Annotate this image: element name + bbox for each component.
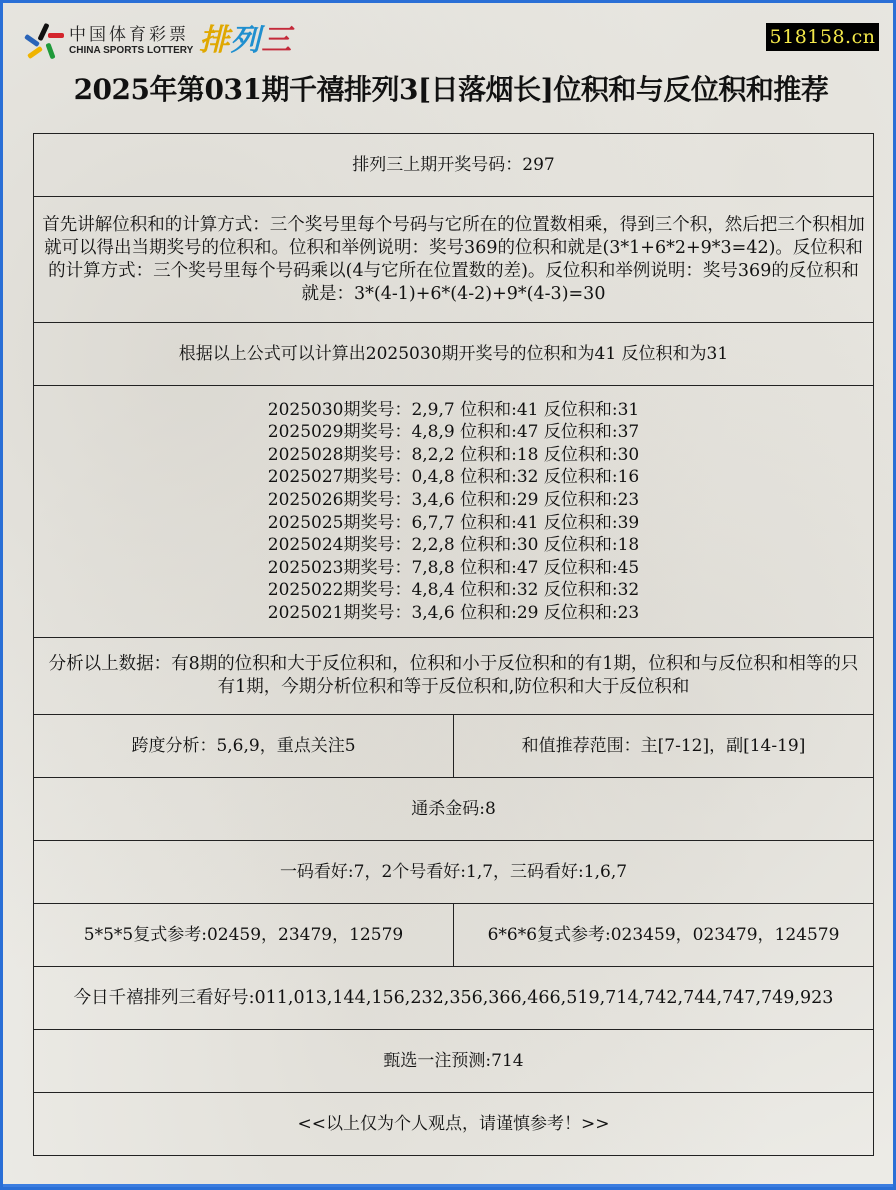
today-picks-row bbox=[34, 967, 874, 1030]
prediction-table bbox=[33, 133, 874, 1156]
history-line: 2025025期奖号：6,7,7 位积和:41 反位积和:39 bbox=[267, 512, 640, 533]
sum-range-cell: 和值推荐范围：主[7-12]，副[14-19] bbox=[454, 715, 874, 778]
calc-result-row bbox=[34, 323, 874, 386]
fushi-5-cell: 5*5*5复式参考:02459，23479，12579 bbox=[34, 904, 454, 967]
history-cell bbox=[34, 386, 874, 638]
good-codes-cell: 一码看好:7，2个号看好:1,7，三码看好:1,6,7 bbox=[34, 841, 874, 904]
calc-result-cell: 根据以上公式可以计算出2025030期开奖号的位积和为41 反位积和为31 bbox=[34, 323, 874, 386]
analysis-row bbox=[34, 638, 874, 715]
site-badge[interactable]: 518158.cn bbox=[766, 23, 879, 51]
single-pick-cell: 甄选一注预测:714 bbox=[34, 1030, 874, 1093]
history-line: 2025024期奖号：2,2,8 位积和:30 反位积和:18 bbox=[267, 535, 640, 556]
history-line: 2025022期奖号：4,8,4 位积和:32 反位积和:32 bbox=[267, 580, 640, 601]
game-name-logo: 排列三 bbox=[199, 23, 293, 58]
disclaimer-row bbox=[34, 1093, 874, 1156]
history-row bbox=[34, 386, 874, 638]
today-picks-cell: 今日千禧排列三看好号:011,013,144,156,232,356,366,466,519,714,742,744,747,749,923 bbox=[34, 967, 874, 1030]
history-line: 2025030期奖号：2,9,7 位积和:41 反位积和:31 bbox=[267, 399, 640, 420]
kill-code-cell: 通杀金码:8 bbox=[34, 778, 874, 841]
kill-code-row bbox=[34, 778, 874, 841]
fushi-6-cell: 6*6*6复式参考:023459，023479，124579 bbox=[454, 904, 874, 967]
history-line: 2025021期奖号：3,4,6 位积和:29 反位积和:23 bbox=[267, 602, 640, 623]
explanation-row bbox=[34, 197, 874, 323]
lottery-star-icon bbox=[21, 21, 65, 61]
china-sports-lottery-logo bbox=[21, 21, 292, 61]
analysis-cell: 分析以上数据：有8期的位积和大于反位积和，位积和小于反位积和的有1期，位积和与反位积和相等的只有1期，今期分析位积和等于反位积和,防位积和大于反位积和 bbox=[34, 638, 874, 715]
logo-en-text: CHINA SPORTS LOTTERY bbox=[69, 45, 194, 56]
logo-cn-text: 中国体育彩票 bbox=[69, 25, 189, 45]
history-line: 2025027期奖号：0,4,8 位积和:32 反位积和:16 bbox=[267, 467, 640, 488]
fushi-row bbox=[34, 904, 874, 967]
page-frame bbox=[3, 3, 893, 1187]
history-line: 2025028期奖号：8,2,2 位积和:18 反位积和:30 bbox=[267, 444, 640, 465]
good-codes-row bbox=[34, 841, 874, 904]
span-sum-row bbox=[34, 715, 874, 778]
last-draw-cell: 排列三上期开奖号码：297 bbox=[34, 134, 874, 197]
span-analysis-cell: 跨度分析：5,6,9，重点关注5 bbox=[34, 715, 454, 778]
single-pick-row bbox=[34, 1030, 874, 1093]
last-draw-row bbox=[34, 134, 874, 197]
explanation-cell: 首先讲解位积和的计算方式：三个奖号里每个号码与它所在的位置数相乘，得到三个积，然后把三个积相加就可以得出当期奖号的位积和。位积和举例说明：奖号369的位积和就是(3*1+6*2+9*3=42)。反位积和的计算方式：三个奖号里每个号码乘以(4与它所在位置数的差)。反位积和举例说明：奖号369的反位积和就是：3*(4-1)+6*(4-2)+9*(4-3)=30 bbox=[34, 197, 874, 323]
history-line: 2025029期奖号：4,8,9 位积和:47 反位积和:37 bbox=[267, 422, 640, 443]
history-line: 2025026期奖号：3,4,6 位积和:29 反位积和:23 bbox=[267, 489, 640, 510]
disclaimer-cell: <<以上仅为个人观点，请谨慎参考！>> bbox=[34, 1093, 874, 1156]
page-title: 2025年第031期千禧排列3[日落烟长]位积和与反位积和推荐 bbox=[73, 73, 829, 106]
history-line: 2025023期奖号：7,8,8 位积和:47 反位积和:45 bbox=[267, 557, 640, 578]
